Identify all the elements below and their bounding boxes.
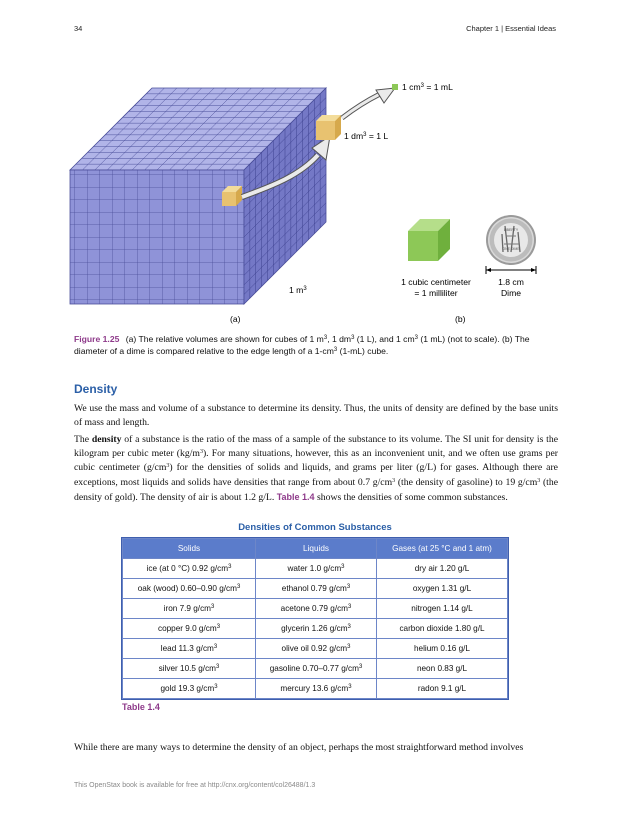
table-cell: radon 9.1 g/L: [377, 679, 508, 699]
label-1dm3: 1 $dm^3 = 1$ L: [344, 131, 389, 141]
paragraph-3: While there are many ways to determine the density of an object, perhaps the most straightforward method involves: [74, 742, 524, 753]
paragraph-2: The density of a substance is the ratio of the mass of a sample of the substance to its volume. The SI unit for density is the kilogram per cubic meter $(kg/m^3)$. For many situations, however, this as an inconvenient unit, and we often use grams per cubic centimeter $(g/cm^3)$ for the densities of solids and liquids, and grams per liter (g/L) for gases. Although there are exceptions, most liquids and solids have densities that range from about 0.7 $g/cm^3$ (the density of gasoline) to 19 $g/cm^3$ (the density of gold). The density of air is about 1.2 g/L. Table 1.4 shows the densities of some common substances.: [74, 434, 559, 503]
col-header-solids: Solids: [123, 539, 256, 559]
table-cell: acetone 0.79 $g/cm^3$: [256, 599, 377, 619]
table-cell: carbon dioxide 1.80 g/L: [377, 619, 508, 639]
table-1-4-link[interactable]: Table 1.4: [276, 491, 315, 502]
footer: This OpenStax book is available for free at http://cnx.org/content/col26488/1.3: [74, 782, 316, 789]
table-cell: gasoline 0.70–0.77 $g/cm^3$: [256, 659, 377, 679]
table-row: [123, 659, 508, 679]
table-row: [123, 639, 508, 659]
arrow-to-cm3: [376, 88, 395, 103]
table-cell: dry air 1.20 g/L: [377, 559, 508, 579]
cube-1dm3-on-face: [222, 186, 242, 206]
table-cell: oxygen 1.31 g/L: [377, 579, 508, 599]
figure-label: Figure 1.25: [74, 334, 120, 344]
col-header-gases: Gases (at 25 °C and 1 atm): [377, 539, 508, 559]
table-cell: olive oil 0.92 $g/cm^3$: [256, 639, 377, 659]
dime-caption: 1.8 cm Dime: [498, 277, 524, 298]
table-cell: oak (wood) 0.60–0.90 $g/cm^3$: [123, 579, 256, 599]
green-cube-1cm3: [408, 219, 450, 261]
table-row: [123, 559, 508, 579]
table-cell: glycerin 1.26 $g/cm^3$: [256, 619, 377, 639]
coin-text-top: LIBERTY: [503, 228, 519, 232]
page-number: 34: [74, 24, 83, 33]
table-row: [123, 599, 508, 619]
table-row: [123, 679, 508, 699]
chapter-title: Chapter 1 | Essential Ideas: [466, 24, 556, 33]
table-row: [123, 579, 508, 599]
table-header-row: [123, 539, 508, 559]
green-cube-caption: 1 cubic centimeter = 1 milliliter: [401, 277, 471, 298]
cube-1dm3: [316, 115, 341, 140]
figure-caption: Figure 1.25 (a) The relative volumes are shown for cubes of 1 $m^3$, 1 $dm^3$ (1 L), and 1 $cm^3$ (1 mL) (not to scale). (b) The diameter of a dime is compared relative to the edge length of a $1-cm^3$ (1-mL) cube.: [74, 334, 530, 356]
table-cell: ethanol 0.79 $g/cm^3$: [256, 579, 377, 599]
table-cell: helium 0.16 g/L: [377, 639, 508, 659]
table-cell: mercury 13.6 $g/cm^3$: [256, 679, 377, 699]
cube-1cm3-dot: [392, 84, 398, 90]
dime-coin: [486, 215, 536, 265]
table-cell: nitrogen 1.14 g/L: [377, 599, 508, 619]
density-term: density: [91, 434, 122, 445]
panel-b-label: (b): [455, 314, 466, 324]
panel-a-label: (a): [230, 314, 241, 324]
section-heading: Density: [74, 382, 118, 396]
table-cell: copper 9.0 $g/cm^3$: [123, 619, 256, 639]
table-label: Table 1.4: [122, 702, 160, 712]
col-header-liquids: Liquids: [256, 539, 377, 559]
densities-table: [122, 538, 508, 699]
table-cell: water 1.0 $g/cm^3$: [256, 559, 377, 579]
table-cell: iron 7.9 $g/cm^3$: [123, 599, 256, 619]
table-cell: ice (at 0 °C) 0.92 $g/cm^3$: [123, 559, 256, 579]
label-1m3: 1 $m^3$: [289, 285, 307, 295]
table-cell: lead 11.3 $g/cm^3$: [123, 639, 256, 659]
label-1cm3: 1 $cm^3 = 1$ mL: [402, 82, 453, 92]
large-cube-1m3: [70, 88, 326, 304]
paragraph-1: We use the mass and volume of a substance to determine its density. Thus, the units of density are defined by the base units of mass and length.: [74, 403, 558, 429]
table-row: [123, 619, 508, 639]
table-title: Densities of Common Substances: [238, 522, 392, 533]
table-cell: gold 19.3 $g/cm^3$: [123, 679, 256, 699]
table-cell: neon 0.83 g/L: [377, 659, 508, 679]
coin-text-bottom: ONE DIME: [502, 247, 520, 251]
table-cell: silver 10.5 $g/cm^3$: [123, 659, 256, 679]
